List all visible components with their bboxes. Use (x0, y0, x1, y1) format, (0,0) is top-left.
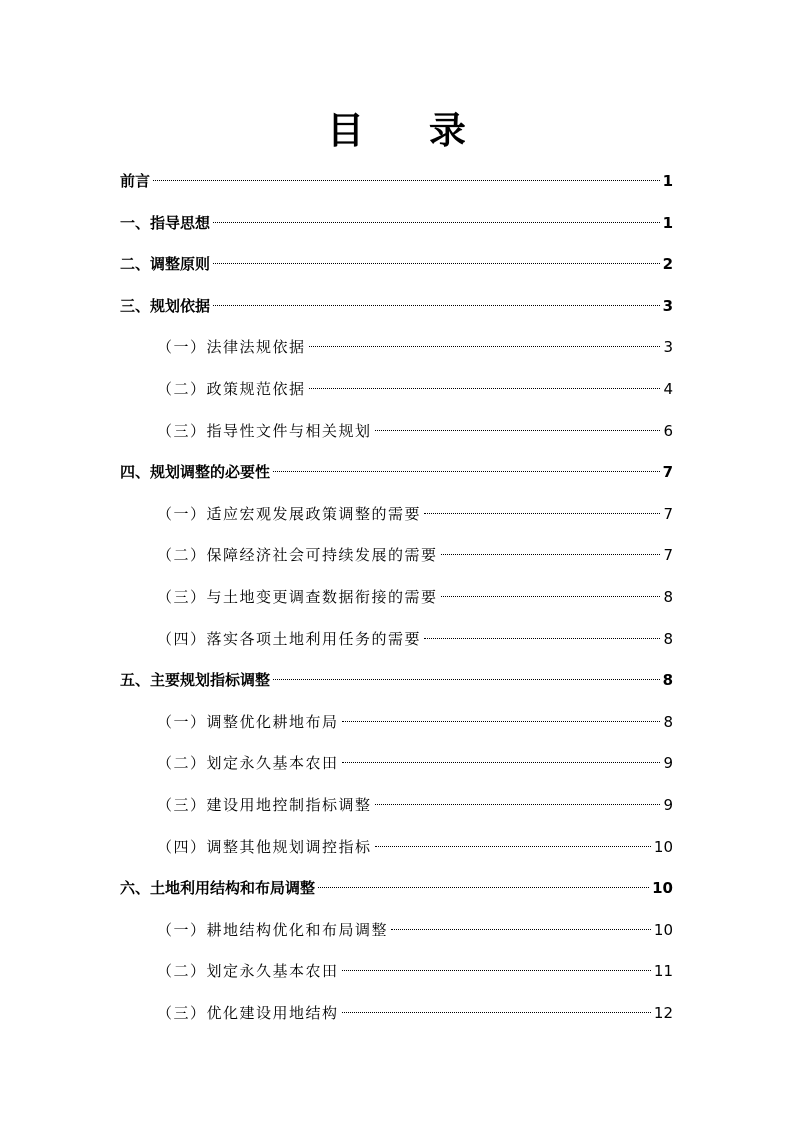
toc-entry[interactable] (120, 874, 673, 916)
toc-entry-page-number: 7 (663, 546, 673, 565)
toc-entry[interactable] (120, 458, 673, 500)
toc-entry[interactable] (120, 749, 673, 791)
toc-dot-leader (424, 513, 660, 514)
toc-entry[interactable] (120, 625, 673, 667)
toc-entry[interactable] (120, 957, 673, 999)
toc-entry-page-number: 12 (653, 1003, 673, 1022)
toc-dot-leader (273, 471, 660, 472)
toc-entry[interactable] (120, 167, 673, 209)
toc-entry[interactable] (120, 209, 673, 251)
toc-entry-label: 六、土地利用结构和布局调整 (120, 879, 316, 898)
toc-entry-page-number: 9 (663, 795, 673, 814)
toc-entry-page-number: 10 (653, 837, 673, 856)
toc-entry-label: 四、规划调整的必要性 (120, 463, 271, 482)
toc-entry-page-number: 2 (662, 255, 673, 274)
toc-entry-label: （二）保障经济社会可持续发展的需要 (157, 546, 438, 565)
toc-dot-leader (375, 430, 661, 431)
toc-entry-label: （二）划定永久基本农田 (157, 962, 339, 981)
toc-entry-page-number: 10 (652, 879, 673, 898)
toc-entry-label: 一、指导思想 (120, 213, 211, 232)
toc-entry-label: （三）建设用地控制指标调整 (157, 795, 372, 814)
toc-entry[interactable] (120, 541, 673, 583)
toc-dot-leader (213, 263, 660, 264)
toc-dot-leader (213, 305, 660, 306)
toc-entry-page-number: 1 (662, 172, 673, 190)
toc-entry[interactable] (120, 375, 673, 417)
toc-entry-page-number: 8 (662, 671, 673, 690)
toc-entry-page-number: 11 (653, 962, 673, 981)
toc-entry-label: （一）适应宏观发展政策调整的需要 (157, 504, 422, 523)
toc-entry-page-number: 1 (662, 213, 673, 232)
toc-entry-label: （二）政策规范依据 (157, 379, 306, 398)
toc-entry[interactable] (120, 500, 673, 542)
toc-dot-leader (213, 222, 660, 223)
toc-entry-label: 二、调整原则 (120, 255, 211, 274)
toc-entry-label: 三、规划依据 (120, 296, 211, 315)
toc-entry-page-number: 3 (663, 338, 673, 357)
toc-entry[interactable] (120, 999, 673, 1041)
toc-dot-leader (441, 596, 661, 597)
toc-dot-leader (309, 388, 661, 389)
toc-entry-label: （一）法律法规依据 (157, 338, 306, 357)
toc-dot-leader (391, 929, 651, 930)
toc-dot-leader (342, 970, 651, 971)
toc-entry-label: （一）调整优化耕地布局 (157, 712, 339, 731)
toc-entry[interactable] (120, 250, 673, 292)
toc-dot-leader (309, 346, 661, 347)
toc-entry[interactable] (120, 292, 673, 334)
toc-entry-page-number: 9 (663, 754, 673, 773)
toc-entry[interactable] (120, 583, 673, 625)
toc-dot-leader (375, 804, 661, 805)
toc-entry-label: 前言 (120, 172, 151, 190)
toc-dot-leader (342, 1012, 651, 1013)
toc-dot-leader (273, 679, 660, 680)
toc-dot-leader (441, 554, 661, 555)
toc-entry-label: （三）优化建设用地结构 (157, 1003, 339, 1022)
toc-entry-label: （三）与土地变更调查数据衔接的需要 (157, 587, 438, 606)
toc-entry[interactable] (120, 833, 673, 875)
toc-entry[interactable] (120, 333, 673, 375)
page-title: 目 录 (327, 109, 492, 152)
toc-dot-leader (424, 638, 660, 639)
toc-entry-label: （二）划定永久基本农田 (157, 754, 339, 773)
toc-entry[interactable] (120, 708, 673, 750)
toc-entry-label: （一）耕地结构优化和布局调整 (157, 920, 389, 939)
toc-dot-leader (342, 762, 661, 763)
toc-entry-label: （四）调整其他规划调控指标 (157, 837, 372, 856)
toc-entry-page-number: 6 (663, 421, 673, 440)
toc-entry[interactable] (120, 916, 673, 958)
toc-entry-page-number: 8 (663, 587, 673, 606)
toc-entry[interactable] (120, 666, 673, 708)
toc-entry-label: 五、主要规划指标调整 (120, 671, 271, 690)
table-of-contents (120, 167, 673, 1040)
toc-dot-leader (318, 887, 649, 888)
toc-entry-page-number: 8 (663, 712, 673, 731)
toc-entry-page-number: 3 (662, 296, 673, 315)
toc-dot-leader (342, 721, 661, 722)
toc-dot-leader (375, 846, 651, 847)
toc-entry-label: （四）落实各项土地利用任务的需要 (157, 629, 422, 648)
toc-entry[interactable] (120, 417, 673, 459)
toc-dot-leader (153, 180, 660, 181)
toc-entry[interactable] (120, 791, 673, 833)
toc-entry-page-number: 10 (653, 920, 673, 939)
toc-entry-page-number: 8 (663, 629, 673, 648)
toc-entry-page-number: 7 (663, 504, 673, 523)
toc-entry-page-number: 7 (662, 463, 673, 482)
toc-entry-page-number: 4 (663, 379, 673, 398)
toc-entry-label: （三）指导性文件与相关规划 (157, 421, 372, 440)
